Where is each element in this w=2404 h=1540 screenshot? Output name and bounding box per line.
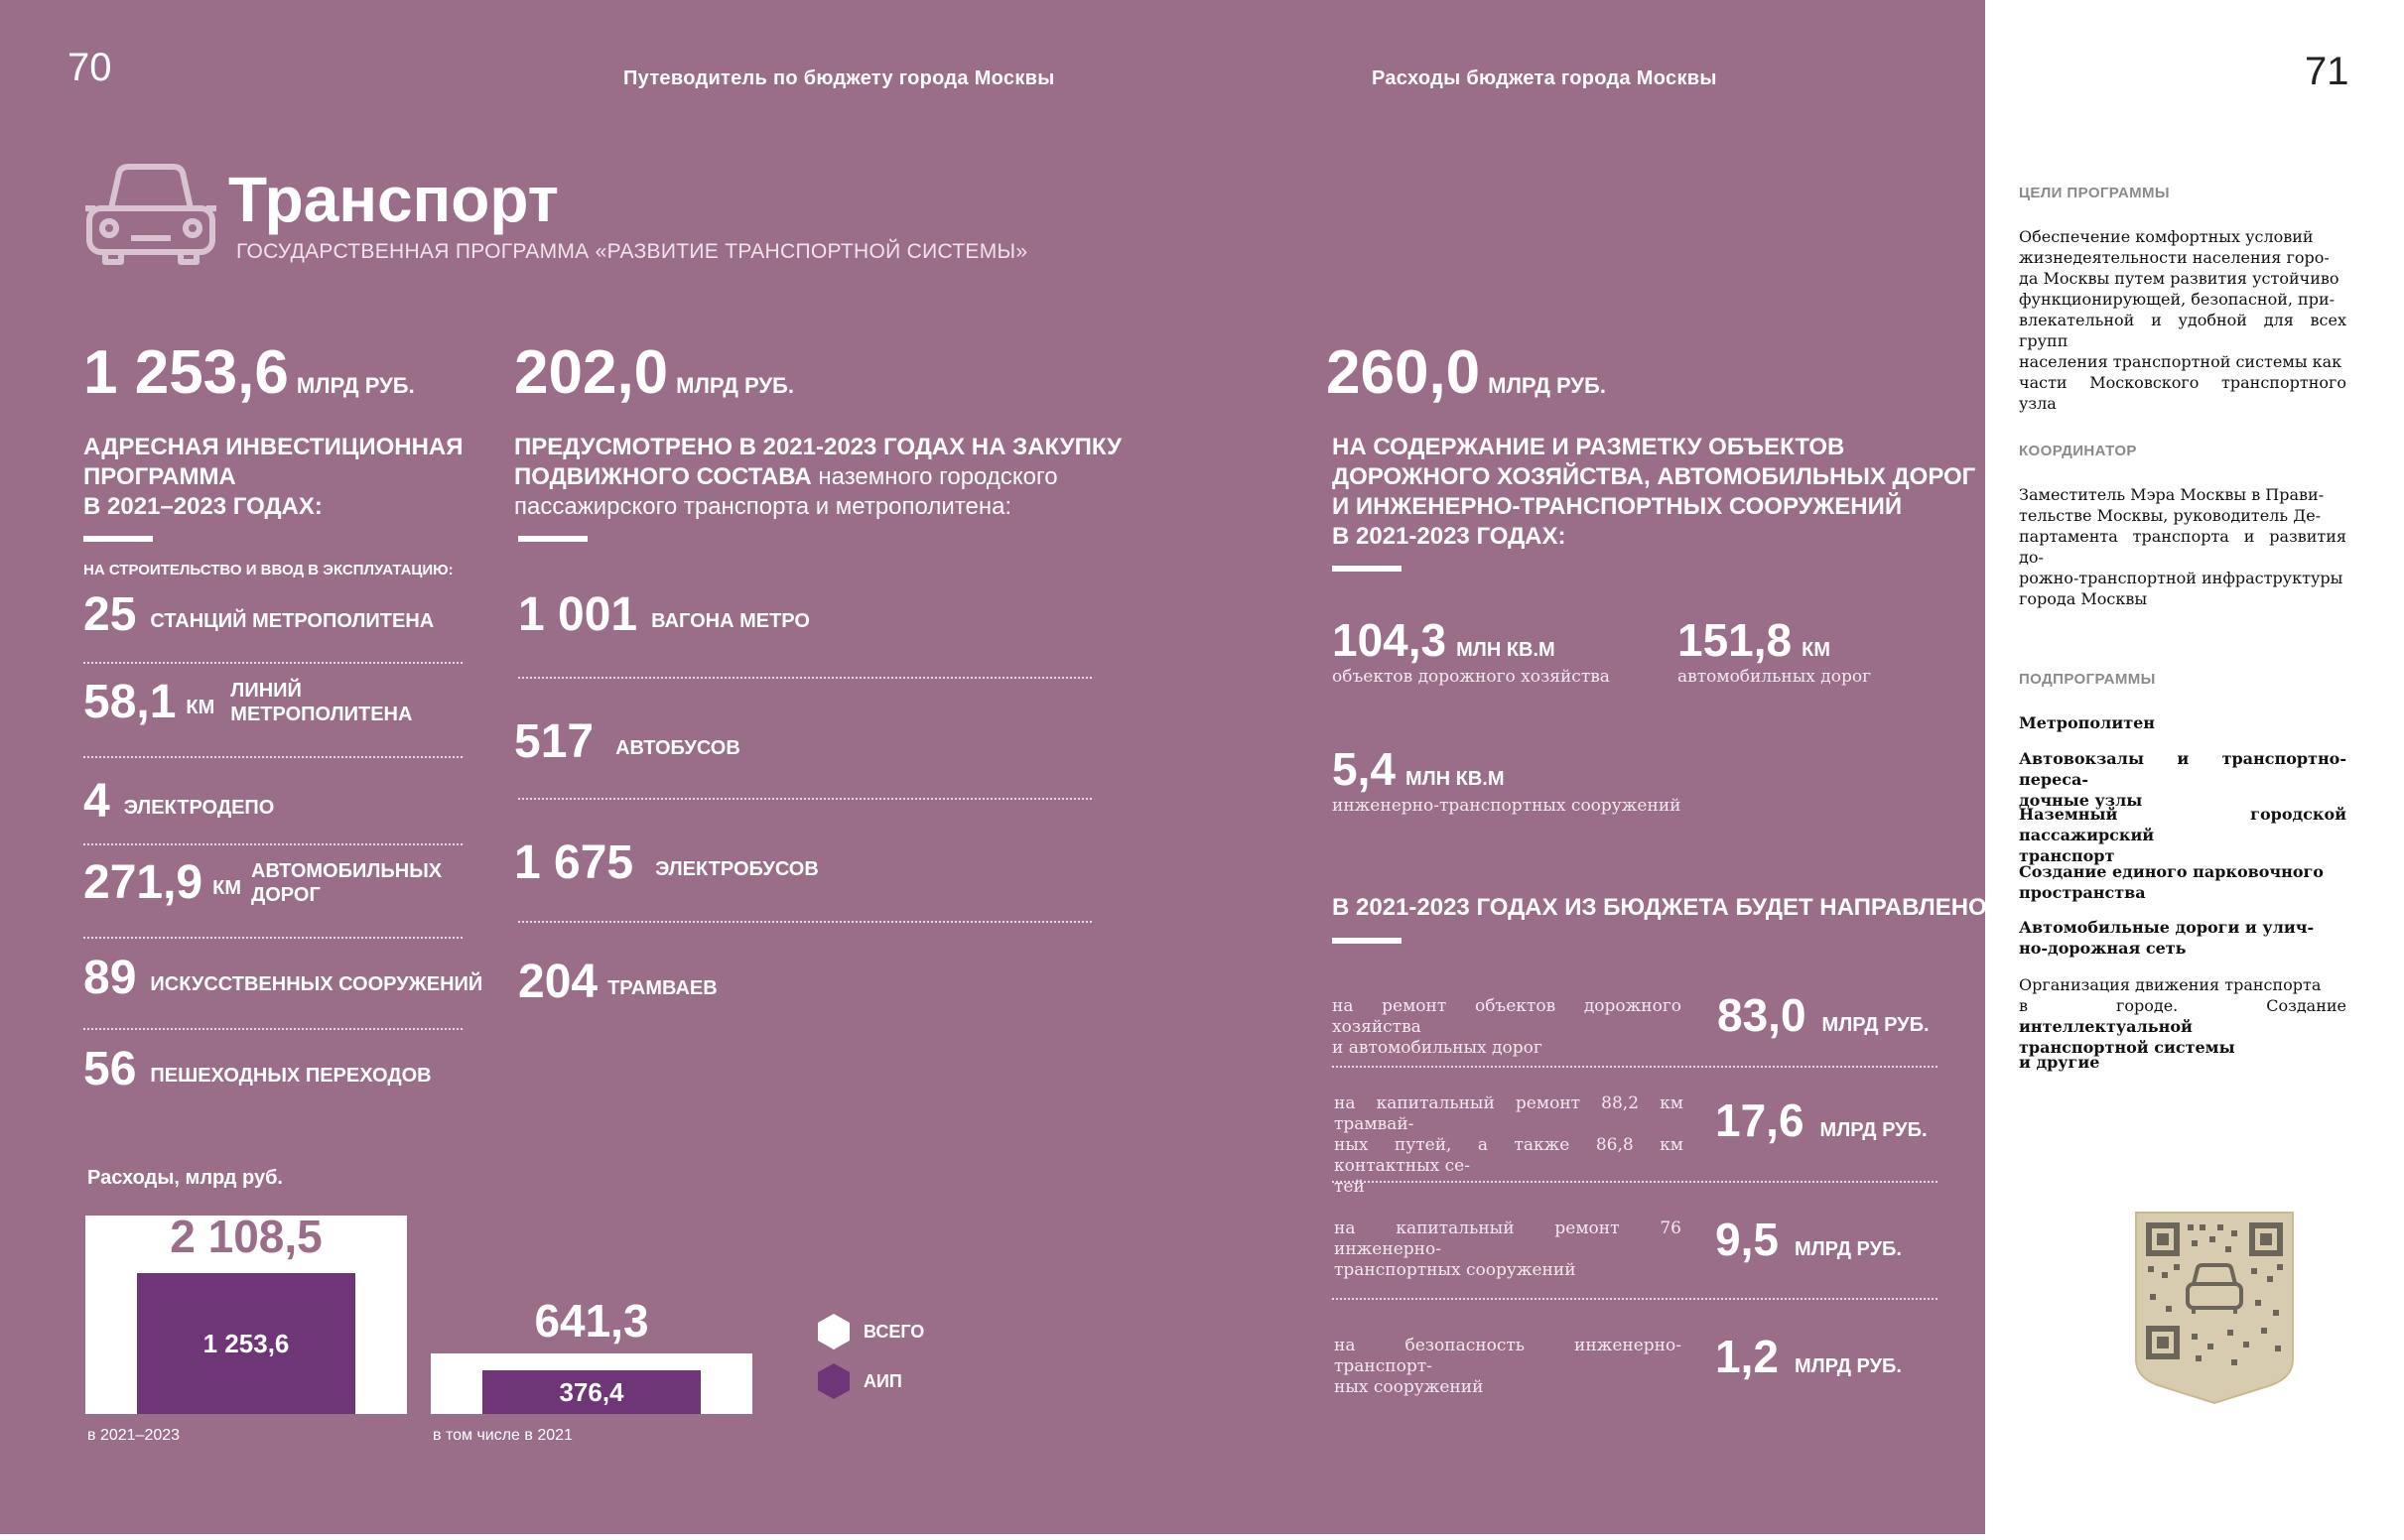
tile-value: 5,4	[1332, 743, 1396, 795]
stat-label: АВТОБУСОВ	[615, 736, 740, 759]
budget-item-desc	[1334, 1219, 1681, 1281]
col3-value: 260,0	[1326, 338, 1481, 407]
subprogram-line: Создание единого парковочного	[2019, 862, 2324, 881]
stat-value: 204	[518, 956, 599, 1008]
goals-title: ЦЕЛИ ПРОГРАММЫ	[2019, 185, 2170, 201]
stat-value: 1 001	[518, 588, 638, 641]
subprogram-item: Метрополитен	[2019, 713, 2155, 732]
header-left: Путеводитель по бюджету города Москвы	[623, 67, 1055, 89]
subprogram-line: Организация движения транспорта	[2019, 975, 2322, 994]
dotted-divider	[83, 756, 463, 758]
stat-unit: КМ	[186, 697, 215, 718]
coordinator-title: КООРДИНАТОР	[2019, 443, 2137, 459]
col3-unit: МЛРД РУБ.	[1488, 373, 1606, 398]
bar-aip: 376,4	[482, 1370, 701, 1414]
hexagon-icon	[816, 1361, 852, 1401]
budget-value: 1,2	[1715, 1331, 1779, 1382]
legend-item-aip	[816, 1361, 902, 1401]
stat-label: ДОРОГ	[251, 883, 321, 906]
budget-value: 17,6	[1715, 1094, 1804, 1146]
budget-desc-line: на капитальный ремонт 76 инженерно-	[1334, 1219, 1681, 1259]
subprogram-line: Автовокзалы и транспортно-переса-	[2019, 749, 2346, 789]
budget-desc-line: и автомобильных дорог	[1332, 1038, 1542, 1058]
col3-headline	[1326, 337, 1606, 408]
subprogram-line: Автомобильные дороги и улич-	[2019, 918, 2315, 937]
stat-roads	[83, 855, 442, 910]
stat-value: 1 675	[514, 836, 634, 889]
chart-category-label: в 2021–2023	[87, 1427, 181, 1444]
subprogram-item	[2019, 861, 2346, 903]
stat-label: СТАНЦИЙ МЕТРОПОЛИТЕНА	[150, 609, 435, 632]
stat-value: 271,9	[83, 856, 203, 909]
coordinator-text	[2019, 484, 2346, 609]
budget-item-desc	[1332, 996, 1681, 1059]
budget-item-value	[1717, 988, 1930, 1042]
col2-value: 202,0	[514, 338, 669, 407]
budget-desc-line: ных путей, а также 86,8 км контактных се-	[1334, 1135, 1683, 1176]
stat-value: 517	[514, 715, 595, 768]
goals-text	[2019, 226, 2346, 414]
bar-aip: 1 253,6	[137, 1273, 355, 1414]
budget-unit: МЛРД РУБ.	[1821, 1014, 1930, 1036]
stat-trams	[518, 955, 718, 1009]
tile-unit: КМ	[1802, 639, 1830, 661]
dotted-divider	[1332, 1298, 1937, 1300]
stat-electrobuses	[514, 835, 819, 890]
stat-label: ИСКУССТВЕННЫХ СООРУЖЕНИЙ	[150, 972, 483, 995]
car-icon	[83, 159, 216, 270]
stat-value: 25	[83, 588, 137, 641]
goals-line: да Москвы путем развития устойчиво	[2019, 269, 2339, 288]
subprogram-line: транспорт	[2019, 846, 2115, 865]
tile-value: 104,3	[1332, 614, 1447, 666]
col1-lead-line: ПРОГРАММА	[83, 463, 236, 490]
subprogram-line: Наземный городской пассажирский	[2019, 805, 2346, 844]
stat-label: АВТОМОБИЛЬНЫХ	[251, 859, 443, 882]
goals-line: Обеспечение комфортных условий	[2019, 227, 2314, 246]
subprogram-line: пространства	[2019, 883, 2146, 902]
budget-unit: МЛРД РУБ.	[1794, 1238, 1902, 1260]
budget-item-desc	[1334, 1336, 1681, 1398]
dotted-divider	[1332, 1066, 1937, 1068]
col3-lead-line: И ИНЖЕНЕРНО-ТРАНСПОРТНЫХ СООРУЖЕНИЙ	[1332, 493, 1903, 520]
tile-unit: МЛН КВ.М	[1456, 639, 1555, 661]
legend-label: АИП	[864, 1370, 902, 1391]
subprogram-item	[2019, 804, 2346, 866]
col2-divider-bar	[518, 536, 588, 542]
col2-lead	[514, 433, 1122, 522]
col3-divider-bar	[1332, 566, 1402, 572]
coordinator-line: рожно-транспортной инфраструктуры	[2019, 569, 2343, 587]
stat-depots	[83, 774, 274, 829]
stat-label: ЭЛЕКТРОДЕПО	[123, 796, 275, 819]
subprogram-item	[2019, 748, 2346, 811]
coordinator-line: Заместитель Мэра Москвы в Прави-	[2019, 485, 2325, 504]
stat-value: 56	[83, 1043, 137, 1095]
budget-item-value	[1715, 1213, 1902, 1266]
tile-unit: МЛН КВ.М	[1404, 768, 1505, 790]
budget-unit: МЛРД РУБ.	[1794, 1355, 1902, 1377]
dotted-divider	[83, 843, 463, 845]
legend-item-total	[816, 1312, 924, 1351]
coordinator-line: партамента транспорта и развития до-	[2019, 527, 2346, 567]
subprogram-line: в городе. Создание	[2019, 996, 2346, 1015]
col1-caption: НА СТРОИТЕЛЬСТВО И ВВОД В ЭКСПЛУАТАЦИЮ:	[83, 562, 454, 578]
stat-label: ЛИНИЙ	[230, 679, 302, 702]
tile-caption: автомобильных дорог	[1677, 667, 1872, 687]
col3-lead-line: ДОРОЖНОГО ХОЗЯЙСТВА, АВТОМОБИЛЬНЫХ ДОРОГ	[1332, 463, 1976, 490]
budget-desc-line: транспортных сооружений	[1334, 1260, 1576, 1280]
tile-structures-area	[1332, 742, 1681, 816]
col2-lead-line: пассажирского транспорта и метрополитена:	[514, 493, 1012, 520]
dotted-divider	[83, 662, 463, 664]
col3-lead	[1332, 433, 1975, 552]
subprogram-item	[2019, 917, 2346, 959]
stat-label: ВАГОНА МЕТРО	[651, 609, 810, 632]
col1-value: 1 253,6	[83, 338, 289, 407]
tile-caption: объектов дорожного хозяйства	[1332, 667, 1610, 687]
page-number-left: 70	[67, 46, 112, 89]
budget-item-value	[1715, 1093, 1928, 1147]
stat-value: 89	[83, 952, 137, 1004]
stat-unit: КМ	[212, 877, 241, 899]
header-right: Расходы бюджета города Москвы	[1372, 67, 1717, 89]
dotted-divider	[518, 921, 1092, 923]
col2-lead-line: ПРЕДУСМОТРЕНО В 2021-2023 ГОДАХ НА ЗАКУПКУ	[514, 434, 1123, 460]
tile-value: 151,8	[1677, 614, 1793, 666]
budget-heading: В 2021-2023 ГОДАХ ИЗ БЮДЖЕТА БУДЕТ НАПРАВЛЕНО:	[1332, 894, 1995, 921]
col1-lead-line: АДРЕСНАЯ ИНВЕСТИЦИОННАЯ	[83, 434, 464, 460]
dotted-divider	[83, 937, 463, 939]
tile-road-area	[1332, 613, 1610, 687]
goals-line: жизнедеятельности населения горо-	[2019, 248, 2330, 267]
chart-category-label: в том числе в 2021	[433, 1427, 573, 1444]
expenditure-chart	[0, 0, 1, 1]
budget-desc-line: на безопасность инженерно-транспорт-	[1334, 1336, 1681, 1376]
budget-unit: МЛРД РУБ.	[1819, 1119, 1928, 1141]
bar-total-label: 2 108,5	[170, 1211, 323, 1262]
stat-buses	[514, 714, 740, 769]
chart-title: Расходы, млрд руб.	[87, 1167, 283, 1189]
budget-value: 9,5	[1715, 1214, 1779, 1265]
budget-desc-line: ных сооружений	[1334, 1377, 1484, 1397]
col2-headline	[514, 337, 794, 408]
page-title: Транспорт	[228, 164, 559, 235]
budget-divider-bar	[1332, 938, 1402, 944]
stat-structures	[83, 951, 482, 1005]
subprogram-line: транспортной системы	[2019, 1038, 2235, 1057]
subprogram-bold: интеллектуальной	[2019, 1017, 2193, 1036]
dotted-divider	[1332, 1181, 1937, 1183]
budget-value: 83,0	[1717, 989, 1806, 1041]
bar-total-label: 641,3	[534, 1295, 649, 1348]
budget-desc-line: на ремонт объектов дорожного хозяйства	[1332, 996, 1681, 1037]
col2-lead-normal: наземного городского	[811, 463, 1058, 490]
coordinator-line: тельстве Москвы, руководитель Де-	[2019, 506, 2322, 525]
dotted-divider	[518, 798, 1092, 800]
col1-unit: МЛРД РУБ.	[296, 373, 415, 398]
col1-lead	[83, 433, 464, 522]
col1-divider-bar	[83, 536, 153, 542]
col3-lead-line: НА СОДЕРЖАНИЕ И РАЗМЕТКУ ОБЪЕКТОВ	[1332, 434, 1845, 460]
subprograms-title: ПОДПРОГРАММЫ	[2019, 671, 2156, 688]
stat-crossings	[83, 1042, 432, 1096]
qr-code-icon[interactable]	[2132, 1211, 2297, 1405]
legend-label: ВСЕГО	[864, 1321, 925, 1342]
goals-line: функционирующей, безопасной, при-	[2019, 290, 2336, 309]
page-number-right: 71	[2305, 50, 2349, 93]
stat-value: 58,1	[83, 676, 177, 728]
col2-lead-bold: ПОДВИЖНОГО СОСТАВА	[514, 463, 812, 490]
subprogram-line: дочные узлы	[2019, 791, 2143, 810]
dotted-divider	[83, 1028, 463, 1030]
tile-road-length	[1677, 613, 1871, 687]
tile-caption: инженерно-транспортных сооружений	[1332, 796, 1681, 816]
page-subtitle: ГОСУДАРСТВЕННАЯ ПРОГРАММА «РАЗВИТИЕ ТРАНСПОРТНОЙ СИСТЕМЫ»	[236, 240, 1028, 263]
col3-lead-line: В 2021-2023 ГОДАХ:	[1332, 523, 1566, 550]
hexagon-icon	[816, 1312, 852, 1351]
stat-stations	[83, 587, 434, 642]
coordinator-line: города Москвы	[2019, 589, 2148, 608]
budget-desc-line: тей	[1334, 1177, 1365, 1197]
goals-line: населения транспортной системы как	[2019, 352, 2342, 371]
col1-lead-line: В 2021–2023 ГОДАХ:	[83, 493, 323, 520]
stat-label: ЭЛЕКТРОБУСОВ	[655, 857, 819, 880]
col1-headline	[83, 337, 415, 408]
subprogram-item	[2019, 974, 2346, 1058]
goals-line: влекательной и удобной для всех групп	[2019, 311, 2346, 350]
stat-value: 4	[83, 775, 110, 828]
col2-unit: МЛРД РУБ.	[676, 373, 794, 398]
stat-label: МЕТРОПОЛИТЕНА	[230, 703, 413, 725]
bottom-strip	[0, 1534, 2404, 1540]
budget-desc-line: на капитальный ремонт 88,2 км трамвай-	[1334, 1093, 1683, 1134]
budget-item-value	[1715, 1330, 1902, 1383]
subprogram-item: и другие	[2019, 1053, 2100, 1072]
stat-label: ПЕШЕХОДНЫХ ПЕРЕХОДОВ	[150, 1064, 432, 1087]
stat-label: ТРАМВАЕВ	[607, 976, 718, 999]
stat-metro-lines	[83, 675, 412, 729]
subprogram-line: но-дорожная сеть	[2019, 939, 2187, 958]
dotted-divider	[518, 677, 1092, 679]
stat-metro-cars	[518, 587, 810, 642]
goals-line: части Московского транспортного узла	[2019, 373, 2346, 413]
